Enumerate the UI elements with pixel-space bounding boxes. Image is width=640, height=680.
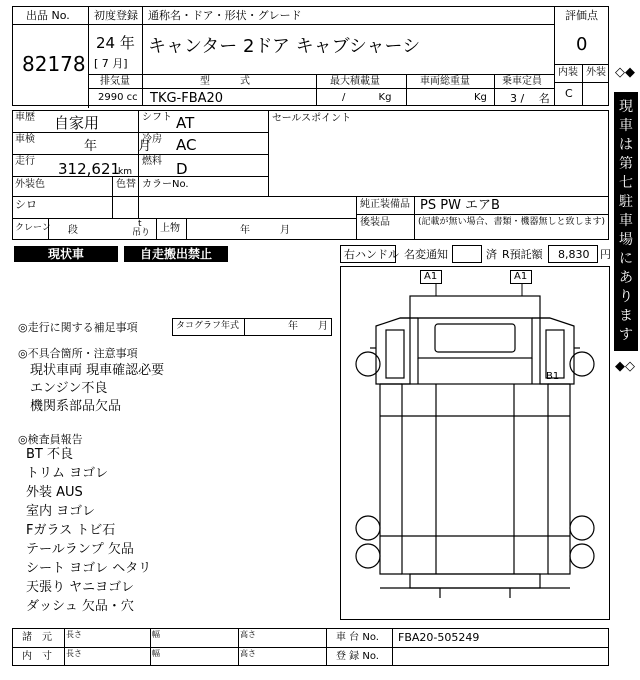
shift-label: シフト (142, 112, 172, 123)
banner-char: ま (619, 308, 633, 324)
footer-length-label-2: 長さ (66, 649, 82, 658)
grade-value: 0 (576, 34, 588, 55)
name-change-label: 名変通知 (404, 248, 448, 261)
banner-char: は (619, 137, 633, 153)
model-name-label: 通称名・ドア・形状・グレード (148, 9, 302, 22)
shift: AT (176, 114, 195, 132)
upper-month: 月 (280, 225, 290, 236)
fuel-label: 燃料 (142, 156, 162, 167)
max-load: / Kg (342, 92, 392, 103)
crane-label: クレーン (15, 223, 51, 233)
first-reg-label: 初度登録 (94, 9, 138, 22)
banner-char: 第 (619, 156, 633, 172)
tacho-label: タコグラフ年式 (176, 321, 240, 331)
banner-char: 車 (619, 118, 633, 134)
crane-steps: 段 (68, 225, 78, 236)
gross-label: 車両総重量 (420, 76, 470, 87)
vertical-banner (614, 92, 638, 351)
banner-char: あ (619, 270, 633, 286)
first-reg-month: [ 7 月] (94, 57, 128, 70)
recycle-amount: 8,830 (558, 248, 590, 261)
equipment: PS PW エアB (420, 198, 500, 213)
banner-top-diamonds: ◇◆ (615, 65, 635, 80)
lot-no-label: 出品 No. (26, 9, 70, 22)
footer-width-label-2: 幅 (152, 649, 160, 658)
capacity-label: 乗車定員 (502, 76, 542, 87)
banner-char: 車 (619, 213, 633, 229)
interior-label: 内装 (558, 67, 578, 78)
banner-bottom-diamonds: ◆◇ (615, 359, 635, 374)
exterior-label: 外装 (586, 67, 606, 78)
history: 自家用 (54, 114, 100, 132)
mark-a1-right-label: A1 (514, 271, 528, 282)
truck-diagram (340, 266, 610, 620)
steering: 右ハンドル (344, 248, 399, 261)
inspector-line: ダッシュ 欠品・穴 (26, 599, 134, 614)
ac-label: 冷房 (142, 134, 162, 145)
recycle-label: R預託額 (502, 248, 543, 261)
tacho-month: 月 (318, 321, 328, 332)
tacho-year: 年 (288, 321, 298, 332)
inspection: 年 月 (84, 139, 152, 154)
recycle-unit: 円 (600, 248, 611, 261)
banner-char: り (619, 289, 633, 305)
chassis-no: FBA20-505249 (398, 631, 480, 644)
no-self-drive-badge: 自走搬出禁止 (124, 246, 228, 262)
gross-weight: Kg (474, 92, 487, 103)
name-change-box (452, 245, 482, 263)
equipment-label: 純正装備品 (360, 199, 410, 210)
footer-width-label: 幅 (152, 630, 160, 639)
defect-line: 現状車両 現車確認必要 (30, 363, 165, 378)
color-no-label: カラーNo. (142, 179, 189, 190)
color-label: 外装色 (15, 179, 45, 190)
color: シロ (15, 198, 37, 211)
as-is-badge: 現状車 (14, 246, 118, 262)
mileage-label: 走行 (15, 156, 35, 167)
color-change-label: 色替 (116, 179, 136, 190)
history-label: 車歴 (15, 112, 35, 123)
defects-label: ◎不具合箇所・注意事項 (18, 347, 138, 360)
capacity: 3 / 名 (510, 92, 550, 105)
footer-height-label: 高さ (240, 630, 256, 639)
ac: AC (176, 136, 197, 154)
inspector-line: シート ヨゴレ ヘタリ (26, 561, 152, 576)
inspector-line: BT 不良 (26, 447, 73, 462)
crane-lift-unit: t (138, 219, 142, 229)
interior-value: C (565, 87, 573, 100)
inspector-line: トリム ヨゴレ (26, 466, 109, 481)
banner-char: す (619, 327, 633, 343)
inspector-line: 天張り ヤニヨゴレ (26, 580, 135, 595)
first-reg-year: 24 年 (96, 34, 135, 52)
driving-notes-label: ◎走行に関する補足事項 (18, 321, 138, 334)
displacement: 2990 cc (98, 92, 138, 103)
recycle-prefix: 済 (486, 248, 497, 261)
displacement-label: 排気量 (100, 76, 130, 87)
inspector-label: ◎検査員報告 (18, 433, 83, 446)
max-load-label: 最大積載量 (330, 76, 380, 87)
lot-no: 82178 (22, 52, 86, 76)
aftermarket-note: (記載が無い場合、書類・機器無しと致します) (418, 217, 606, 227)
type-label: 型 式 (200, 76, 250, 87)
crane-lift: 吊り (132, 228, 151, 238)
upper-label: 上物 (160, 223, 180, 234)
inspector-line: 室内 ヨゴレ (26, 504, 96, 519)
inspector-line: 外装 AUS (26, 485, 83, 500)
mark-a1-left-label: A1 (424, 271, 438, 282)
defect-line: 機関系部品欠品 (30, 399, 122, 414)
fuel: D (176, 160, 188, 178)
footer-spec-label: 諸 元 (22, 632, 52, 643)
banner-char: に (619, 251, 633, 267)
banner-char: 駐 (619, 194, 633, 210)
inspector-line: Fガラス トビ石 (26, 523, 116, 538)
defect-line: エンジン不良 (30, 381, 108, 396)
banner-char: 場 (619, 232, 633, 248)
upper-year: 年 (240, 225, 250, 236)
footer-height-label-2: 高さ (240, 649, 256, 658)
reg-label: 登 録 No. (336, 651, 379, 662)
mileage-unit: km (118, 167, 132, 177)
banner-char: 現 (619, 99, 633, 115)
model-type: TKG-FBA20 (150, 91, 224, 106)
inspector-line: テールランプ 欠品 (26, 542, 134, 557)
model-name: キャンター 2ドア キャブシャーシ (148, 36, 421, 57)
chassis-label: 車 台 No. (336, 632, 379, 643)
mark-b1-label: B1 (546, 371, 560, 382)
footer-length-label: 長さ (66, 630, 82, 639)
sales-point-label: セールスポイント (272, 113, 352, 124)
mileage: 312,621 (58, 160, 121, 178)
footer-inner-label: 内 寸 (22, 651, 52, 662)
aftermarket-label: 後装品 (360, 217, 390, 228)
inspection-label: 車検 (15, 134, 35, 145)
grade-label: 評価点 (565, 9, 598, 22)
banner-char: 七 (619, 175, 633, 191)
